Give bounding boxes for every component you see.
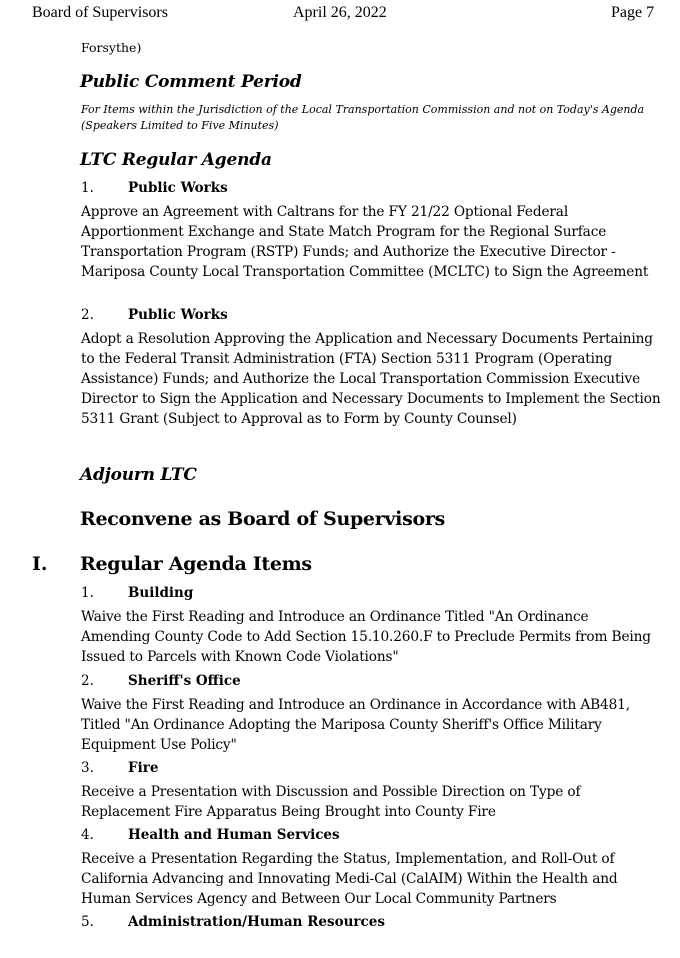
item-number: 5.	[81, 914, 94, 930]
item-number: 1.	[81, 180, 94, 196]
public-comment-note: For Items within the Jurisdiction of the Local Transportation Commission and not on Today's Agenda (Speakers Limited to Five Minutes)	[81, 103, 645, 132]
item-number: 1.	[81, 585, 94, 601]
item-title: Sheriff's Office	[128, 673, 241, 689]
ltc-item-1	[81, 180, 661, 196]
item-number: 3.	[81, 760, 94, 776]
regular-item-2-description: Waive the First Reading and Introduce an Ordinance in Accordance with AB481, Titled "An Ordinance Adopting the Mariposa County Sheriff's Office Military Equipment Use Policy"	[81, 697, 630, 753]
regular-item-1-description: Waive the First Reading and Introduce an Ordinance Titled "An Ordinance Amending County Code to Add Section 15.10.260.F to Preclude Permits from Being Issued to Parcels with Known Code Violations"	[81, 609, 651, 665]
regular-item-5	[81, 914, 661, 930]
item-number: 4.	[81, 827, 94, 843]
regular-item-3	[81, 760, 661, 776]
section-numeral: I.	[32, 553, 48, 575]
regular-agenda-heading: Regular Agenda Items	[80, 553, 312, 575]
ltc-item-1-description: Approve an Agreement with Caltrans for the FY 21/22 Optional Federal Apportionment Exchange and State Match Program for the Regional Surface Transportation Program (RSTP) Funds; and Authorize the Executive Director - Mariposa County Local Transportation Committee (MCLTC) to Sign the Agreement	[81, 204, 649, 280]
regular-item-4	[81, 827, 661, 843]
item-number: 2.	[81, 673, 94, 689]
item-title: Public Works	[128, 307, 228, 323]
item-title: Public Works	[128, 180, 228, 196]
regular-item-3-description: Receive a Presentation with Discussion and Possible Direction on Type of Replacement Fire Apparatus Being Brought into County Fire	[81, 784, 581, 820]
header-board-name: Board of Supervisors	[32, 4, 168, 21]
regular-item-2	[81, 673, 661, 689]
continued-text: Forsythe)	[81, 40, 142, 55]
ltc-item-2	[81, 307, 661, 323]
item-number: 2.	[81, 307, 94, 323]
item-title: Fire	[128, 760, 159, 776]
regular-item-1	[81, 585, 661, 601]
reconvene-heading: Reconvene as Board of Supervisors	[80, 508, 445, 530]
item-title: Building	[128, 585, 194, 601]
item-title: Administration/Human Resources	[128, 914, 385, 930]
header-date: April 26, 2022	[293, 4, 387, 21]
header-page-number: Page 7	[611, 4, 655, 21]
adjourn-ltc-heading: Adjourn LTC	[80, 465, 197, 485]
regular-item-4-description: Receive a Presentation Regarding the Status, Implementation, and Roll-Out of California Advancing and Innovating Medi-Cal (CalAIM) Within the Health and Human Services Agency and Between Our Local Community Partners	[81, 851, 618, 907]
item-title: Health and Human Services	[128, 827, 340, 843]
ltc-agenda-heading: LTC Regular Agenda	[80, 150, 272, 170]
public-comment-heading: Public Comment Period	[80, 72, 302, 92]
ltc-item-2-description: Adopt a Resolution Approving the Application and Necessary Documents Pertaining to the Federal Transit Administration (FTA) Section 5311 Program (Operating Assistance) Funds; and Authorize the Local Transportation Commission Executive Director to Sign the Application and Necessary Documents to Implement the Section 5311 Grant (Subject to Approval as to Form by County Counsel)	[81, 331, 661, 427]
